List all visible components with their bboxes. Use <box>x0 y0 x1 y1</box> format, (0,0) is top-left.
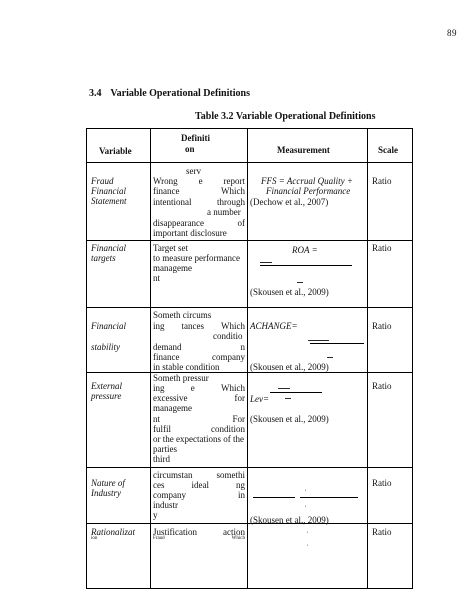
header-scale: Scale <box>378 145 398 155</box>
formula-fragment: ▬▬▬▬▬▬▬ <box>308 338 329 342</box>
variable-name: Fraud Financial Statement <box>91 176 127 206</box>
page-number: 89 <box>447 28 457 38</box>
section-title: Variable Operational Definitions <box>110 88 250 99</box>
column-divider <box>247 129 248 588</box>
row-divider <box>87 307 412 308</box>
formula-fragment: ▪ <box>307 543 309 547</box>
formula-fragment: ▬▬ <box>285 396 291 400</box>
formula-fragment: ▬▬▬▬ <box>278 386 290 390</box>
fraction-bar <box>270 392 322 393</box>
row-divider <box>87 467 412 468</box>
scale-value: Ratio <box>372 321 392 331</box>
row-divider <box>87 372 412 373</box>
row-divider <box>87 162 412 163</box>
fraction-bar <box>253 497 295 498</box>
scale-value: Ratio <box>372 478 392 488</box>
header-measurement: Measurement <box>277 145 330 155</box>
formula-fragment: ▪ <box>307 530 309 534</box>
formula-fragment: ▪ <box>305 488 307 492</box>
header-definition: on <box>185 144 195 154</box>
scale-value: Ratio <box>372 381 392 391</box>
header-definition: Definiti <box>181 133 210 143</box>
fraction-bar <box>260 265 352 266</box>
measurement-citation: (Skousen et al., 2009) <box>250 414 329 424</box>
variable-name: Rationalizat <box>91 527 136 537</box>
section-heading <box>89 88 250 99</box>
measurement-citation: (Skousen et al., 2009) <box>250 287 329 297</box>
measurement-citation: (Skousen et al., 2009) <box>250 515 329 525</box>
section-number: 3.4 <box>89 88 102 99</box>
variable-name: Financial targets <box>91 243 126 263</box>
fraction-bar <box>300 497 358 498</box>
variable-name: Financial <box>91 321 126 331</box>
formula-fragment: ▬▬▬▬ <box>260 260 272 264</box>
variable-name: stability <box>91 342 120 352</box>
formula-fragment: ▬▬ <box>297 280 303 284</box>
operational-definitions-table: Variable Definiti on Measurement Scale Fraud Financial Statement serv Wrong e report finance Which intentional through a number disappearance of important disclosure FFS = Accrual Quality + Financial Performance (Dechow et al., 2007) Ratio Financial targets Target set to measure performance manageme nt ROA = ▬▬▬▬ ▬▬ (Skousen et al., 2009) Ratio Financial stability Someth circums ing tances Which conditio demand n finance company in stable condition ACHANGE= ▬▬▬▬▬▬▬ ▬▬ (Skousen et al., 2009) Ratio External pressure Someth pressur ing e Which excessive for manageme nt For fulfil condition or the expectations of the parties third Lev= ▬▬▬▬ ▬▬ (Skousen et al., 2009) Ratio Nature of Industry circumstan somethi ces ideal ng company in industr y ▪ ▪ (Skousen et al., 2009) Ratio Rationalizat ion Justification action Fraud Which ▪ ▪ Ratio <box>86 128 413 589</box>
variable-name: External pressure <box>91 381 122 401</box>
column-divider <box>367 129 368 588</box>
scale-value: Ratio <box>372 527 392 537</box>
variable-name: ion <box>91 536 98 541</box>
scale-value: Ratio <box>372 243 392 253</box>
header-variable: Variable <box>99 146 132 156</box>
column-divider <box>150 129 151 588</box>
definition-text: Target set to measure performance manageme nt <box>153 243 240 283</box>
formula-fragment: ▪ <box>305 504 307 508</box>
formula-fragment: ▬▬ <box>327 355 333 359</box>
row-divider <box>87 240 412 241</box>
fraction-bar <box>310 343 364 344</box>
variable-name: Nature of Industry <box>91 478 125 498</box>
measurement-citation: (Skousen et al., 2009) <box>250 362 329 372</box>
scale-value: Ratio <box>372 176 392 186</box>
table-caption: Table 3.2 Variable Operational Definitions <box>195 111 376 122</box>
